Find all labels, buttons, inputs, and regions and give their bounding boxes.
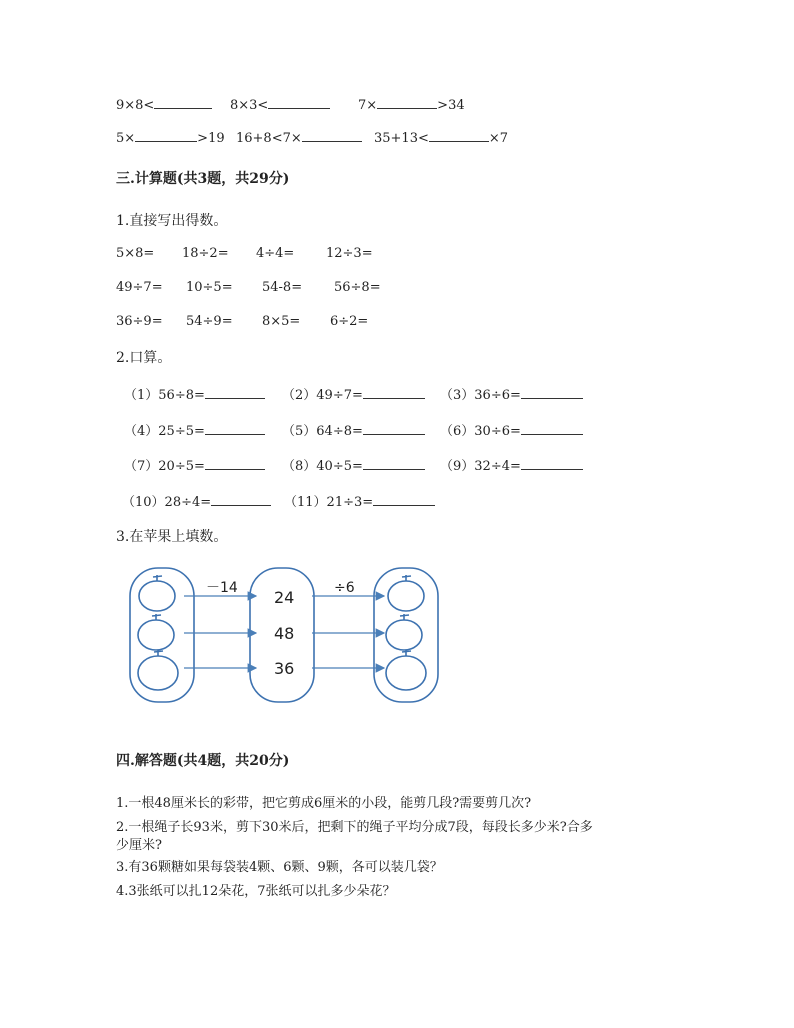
mental-calc-item: 4÷4=	[256, 246, 295, 261]
oral-calc-item: （4）25÷5=	[124, 420, 265, 439]
mental-calc-item: 54÷9=	[186, 314, 233, 329]
apple-icon[interactable]	[386, 650, 426, 690]
answer-blank[interactable]	[363, 456, 425, 470]
oral-calc-item: （7）20÷5=	[124, 455, 265, 474]
word-problem: 2.一根绳子长93米，剪下30米后，把剩下的绳子平均分成7段，每段长多少米?合多	[116, 820, 593, 835]
oral-calc-item: （11）21÷3=	[284, 491, 435, 510]
answer-blank[interactable]	[521, 456, 583, 470]
mental-calc-item: 18÷2=	[182, 246, 229, 261]
question-title: 1.直接写出得数。	[116, 213, 228, 229]
compare-item: 9×8<	[116, 95, 212, 113]
right-apple-group	[374, 568, 438, 702]
mental-calc-item: 8×5=	[262, 314, 301, 329]
answer-blank[interactable]	[205, 421, 265, 435]
compare-item: 5× >19	[116, 128, 225, 146]
answer-blank[interactable]	[211, 492, 271, 506]
apple-icon[interactable]	[138, 614, 174, 650]
answer-blank[interactable]	[377, 95, 437, 109]
answer-blank[interactable]	[268, 95, 330, 109]
oral-calc-item: （10）28÷4=	[122, 491, 271, 510]
compare-item: 35+13< ×7	[374, 128, 508, 146]
apple-icon[interactable]	[386, 614, 422, 650]
mental-calc-item: 56÷8=	[334, 280, 381, 295]
question-title: 2.口算。	[116, 350, 172, 366]
answer-blank[interactable]	[363, 385, 425, 399]
answer-blank[interactable]	[521, 421, 583, 435]
word-problem-continued: 少厘米?	[116, 838, 162, 853]
operation-label: ÷6	[334, 580, 355, 596]
answer-blank[interactable]	[302, 128, 362, 142]
word-problem: 4.3张纸可以扎12朵花，7张纸可以扎多少朵花？	[116, 884, 396, 899]
answer-blank[interactable]	[363, 421, 425, 435]
mental-calc-item: 49÷7=	[116, 280, 163, 295]
mental-calc-item: 36÷9=	[116, 314, 163, 329]
mental-calc-item: 10÷5=	[186, 280, 233, 295]
mental-calc-item: 12÷3=	[326, 246, 373, 261]
section-title: 三.计算题(共3题，共29分)	[116, 171, 290, 187]
oral-calc-item: （8）40÷5=	[282, 455, 425, 474]
compare-item: 7× >34	[358, 95, 465, 113]
answer-blank[interactable]	[373, 492, 435, 506]
mental-calc-item: 54-8=	[262, 280, 303, 295]
operation-label: －14	[206, 580, 238, 596]
mental-calc-item: 5×8=	[116, 246, 155, 261]
compare-item: 8×3<	[230, 95, 330, 113]
mental-calc-item: 6÷2=	[330, 314, 369, 329]
word-problem: 3.有36颗糖如果每袋装4颗、6颗、9颗，各可以装几袋？	[116, 860, 443, 875]
oral-calc-item: （9）32÷4=	[440, 455, 583, 474]
answer-blank[interactable]	[521, 385, 583, 399]
apple-icon[interactable]	[138, 650, 178, 690]
answer-blank[interactable]	[135, 128, 197, 142]
oral-calc-item: （1）56÷8=	[124, 384, 265, 403]
answer-blank[interactable]	[205, 456, 265, 470]
oral-calc-item: （6）30÷6=	[440, 420, 583, 439]
answer-blank[interactable]	[154, 95, 212, 109]
word-problem: 1.一根48厘米长的彩带，把它剪成6厘米的小段，能剪几段?需要剪几次?	[116, 796, 532, 811]
oral-calc-item: （3）36÷6=	[440, 384, 583, 403]
apple-diagram	[120, 560, 450, 710]
oral-calc-item: （2）49÷7=	[282, 384, 425, 403]
number-label: 48	[274, 624, 295, 643]
question-title: 3.在苹果上填数。	[116, 529, 228, 545]
answer-blank[interactable]	[205, 385, 265, 399]
apple-icon[interactable]	[139, 575, 175, 611]
apple-icon[interactable]	[388, 575, 424, 611]
left-apple-group	[130, 568, 194, 702]
answer-blank[interactable]	[429, 128, 489, 142]
compare-item: 16+8<7×	[236, 128, 362, 146]
number-label: 36	[274, 659, 295, 678]
section-title: 四.解答题(共4题，共20分)	[116, 753, 290, 769]
oral-calc-item: （5）64÷8=	[282, 420, 425, 439]
number-label: 24	[274, 588, 295, 607]
